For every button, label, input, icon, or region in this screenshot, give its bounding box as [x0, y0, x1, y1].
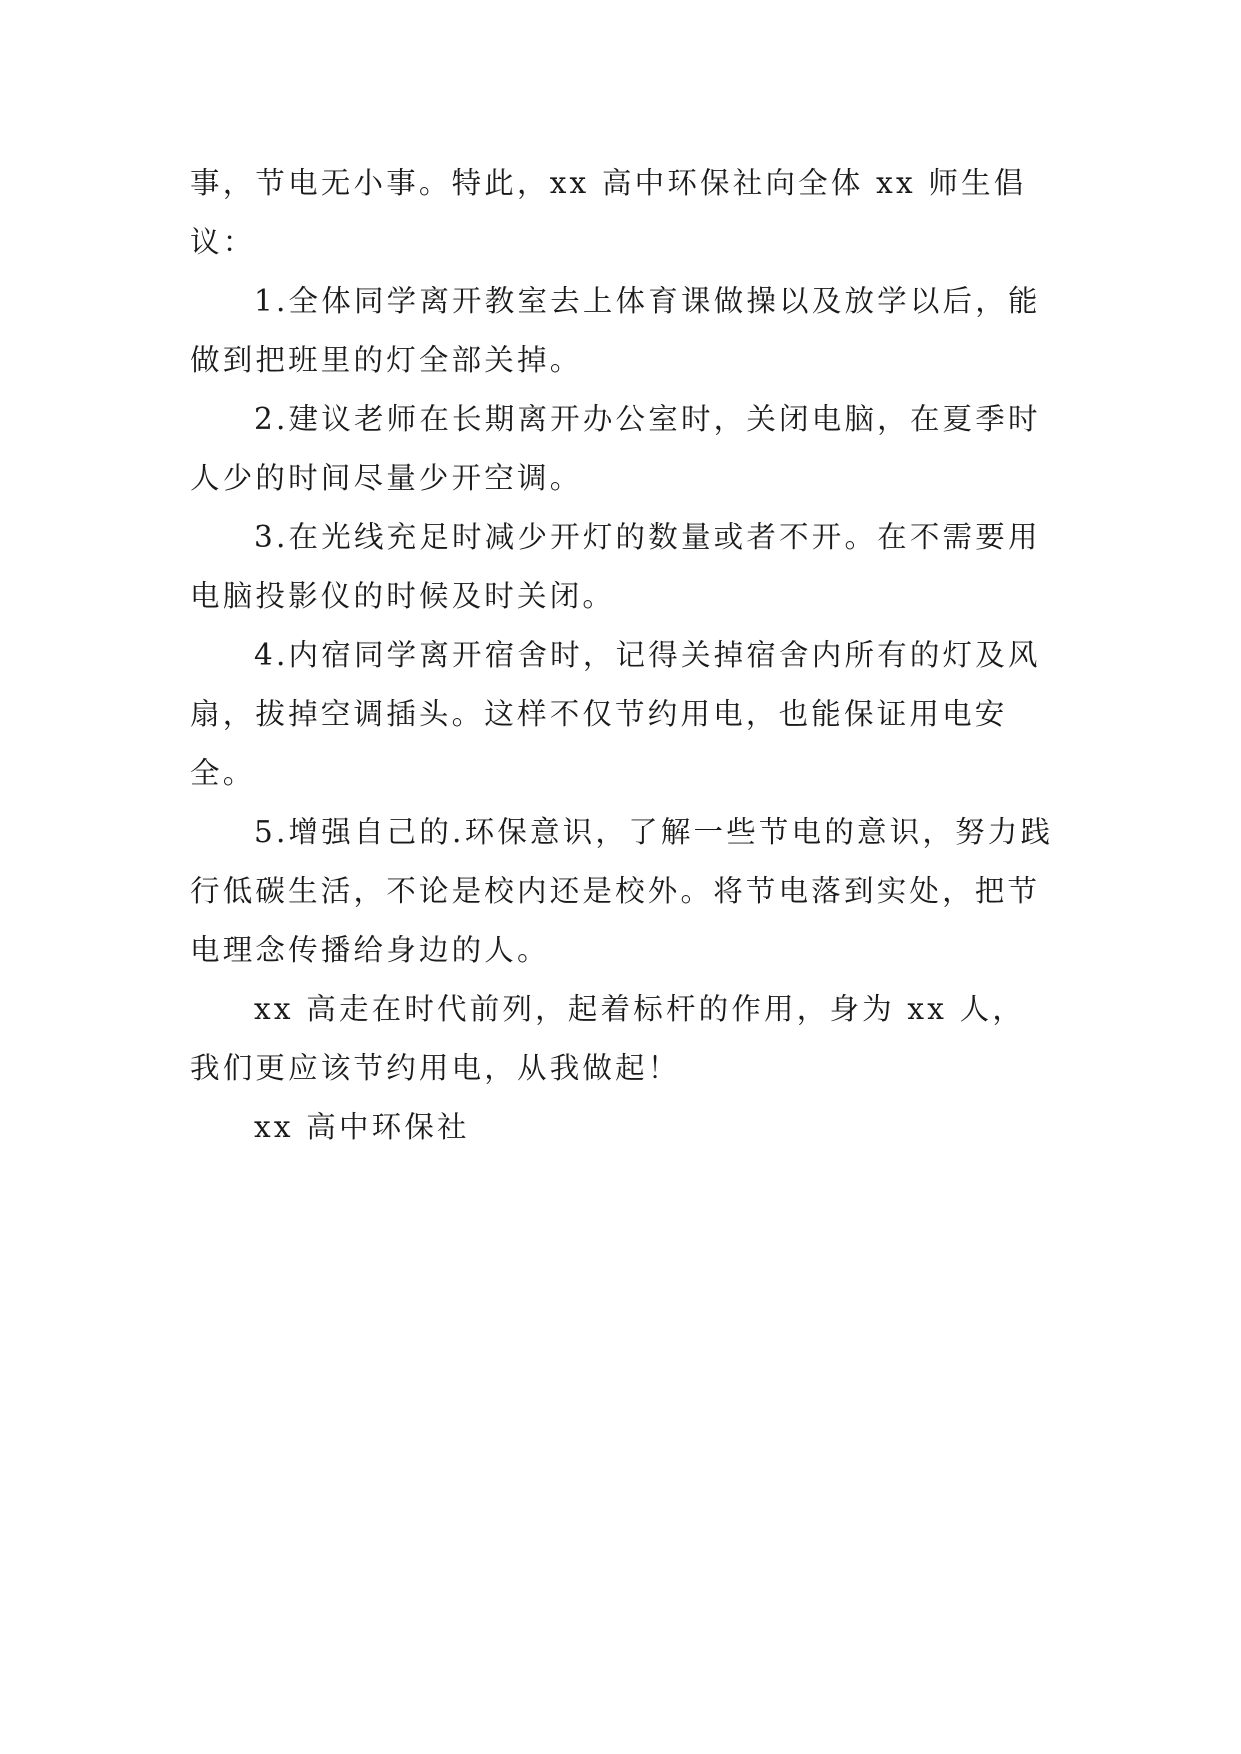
paragraph-closing: xx 高走在时代前列，起着标杆的作用，身为 xx 人，我们更应该节约用电，从我做起！ — [190, 992, 1026, 1085]
paragraph-item-2: 2.建议老师在长期离开办公室时，关闭电脑，在夏季时人少的时间尽量少开空调。 — [190, 402, 1041, 495]
paragraph-item-4: 4.内宿同学离开宿舍时，记得关掉宿舍内所有的灯及风扇，拔掉空调插头。这样不仅节约用电，也能保证用电安全。 — [190, 638, 1041, 790]
paragraph-item-1: 1.全体同学离开教室去上体育课做操以及放学以后，能做到把班里的灯全部关掉。 — [190, 284, 1041, 377]
document-body — [190, 154, 1056, 1157]
paragraph-intro-continuation: 事，节电无小事。特此，xx 高中环保社向全体 xx 师生倡议： — [190, 166, 1027, 259]
paragraph-item-5: 5.增强自己的.环保意识，了解一些节电的意识，努力践行低碳生活，不论是校内还是校外。将节电落到实处，把节电理念传播给身边的人。 — [190, 815, 1054, 967]
paragraph-item-3: 3.在光线充足时减少开灯的数量或者不开。在不需要用电脑投影仪的时候及时关闭。 — [190, 520, 1041, 613]
signature-line: xx 高中环保社 — [254, 1110, 470, 1144]
